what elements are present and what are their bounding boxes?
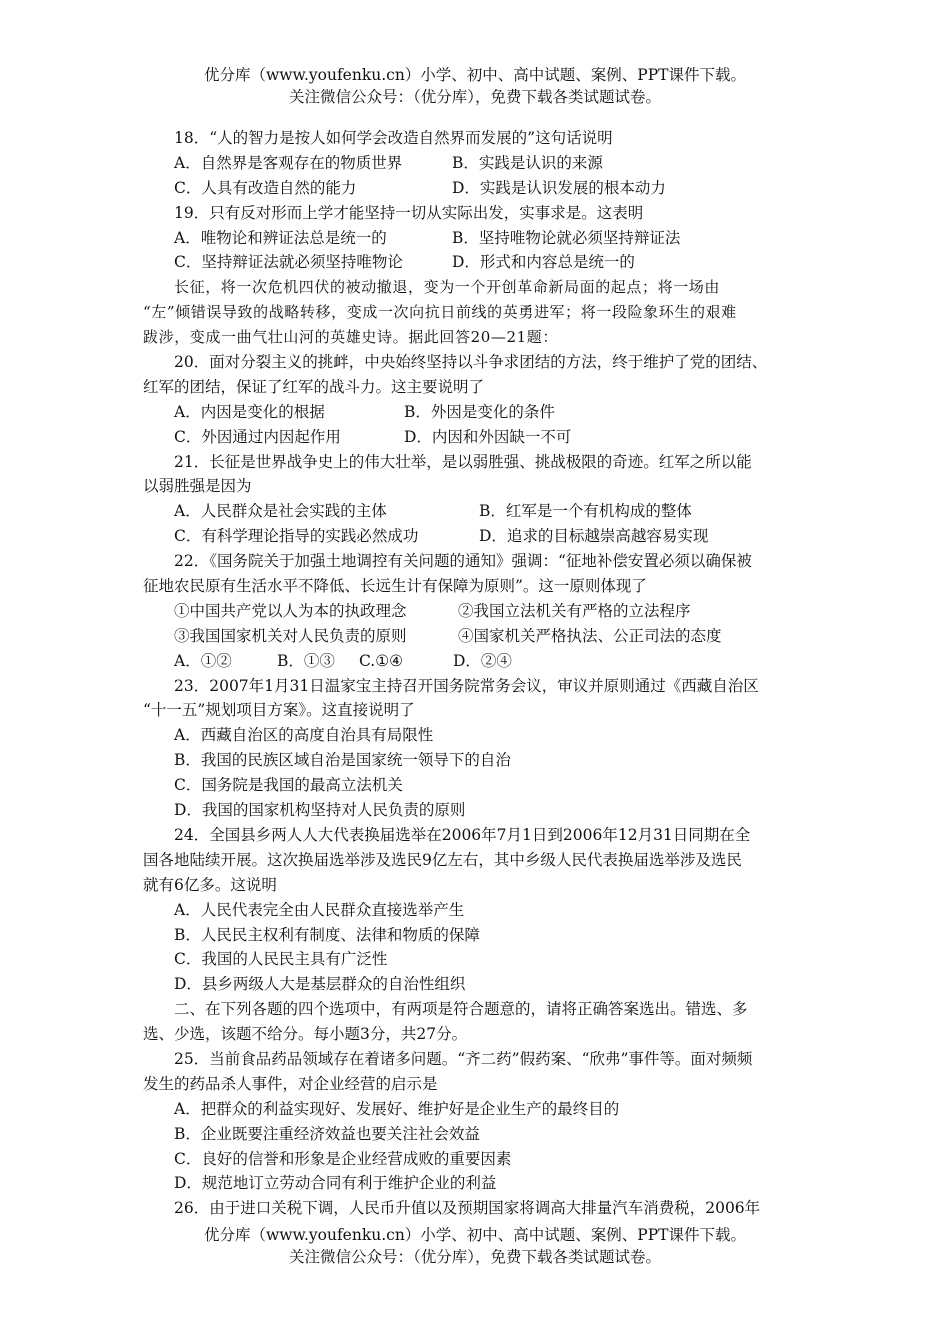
q25-stem-line-2: 发生的药品杀人事件，对企业经营的启示是 [143,1074,438,1093]
q21-option-a: A．人民群众是社会实践的主体 [174,502,387,521]
q21-option-c: C．有科学理论指导的实践必然成功 [174,527,419,546]
section-2-instructions-line-1: 二、在下列各题的四个选项中，有两项是符合题意的，请将正确答案选出。错选、多 [174,1000,748,1019]
q25-option-d: D．规范地订立劳动合同有利于维护企业的利益 [174,1174,497,1193]
q24-option-b: B．人民民主权利有制度、法律和物质的保障 [174,925,480,944]
q22-option-c: C.①④ [359,651,404,670]
footer-line-2: 关注微信公众号：（优分库），免费下载各类试题试卷。 [288,1248,661,1266]
q20-option-b: B．外因是变化的条件 [404,402,555,421]
q23-stem-line-1: 23．2007年1月31日温家宝主持召开国务院常务会议，审议并原则通过《西藏自治区 [174,676,759,695]
q19-options-ab [174,226,814,251]
q26-stem-line-1: 26．由于进口关税下调，人民币升值以及预期国家将调高大排量汽车消费税，2006年 [174,1199,761,1218]
q20-stem-line-1: 20．面对分裂主义的挑衅，中央始终坚持以斗争求团结的方法，终于维护了党的团结、 [174,353,768,372]
q19-stem: 19．只有反对形而上学才能坚持一切从实际出发，实事求是。这表明 [174,203,644,222]
footer-line-1: 优分库（www.youfenku.cn）小学、初中、高中试题、案例、PPT课件下载。 [203,1226,747,1244]
q21-option-b: B．红军是一个有机构成的整体 [479,502,692,521]
passage-line-2: “左”倾错误导致的战略转移，变成一次向抗日前线的英勇进军；将一段险象环生的艰难 [143,303,737,322]
q24-option-a: A．人民代表完全由人民群众直接选举产生 [174,900,465,919]
q22-option-d: D．②④ [453,651,512,670]
page-footer [0,1224,950,1268]
header-line-2: 关注微信公众号：（优分库），免费下载各类试题试卷。 [288,88,661,106]
q22-items-12 [174,599,814,624]
q23-option-c: C．国务院是我国的最高立法机关 [174,776,403,795]
q22-option-a: A．①② [174,651,232,670]
q20-option-d: D．内因和外因缺一不可 [404,427,572,446]
q24-option-d: D．县乡两级人大是基层群众的自治性组织 [174,975,466,994]
q24-stem-line-3: 就有6亿多。这说明 [143,875,277,894]
q22-stem-line-1: 22．《国务院关于加强土地调控有关问题的通知》强调：“征地补偿安置必须以确保被 [174,552,752,571]
header-line-1: 优分库（www.youfenku.cn）小学、初中、高中试题、案例、PPT课件下载。 [203,66,747,84]
q22-item-4: ④国家机关严格执法、公正司法的态度 [458,626,722,645]
q25-stem-line-1: 25．当前食品药品领域存在着诸多问题。“齐二药”假药案、“欣弗”事件等。面对频频 [174,1049,753,1068]
passage-line-3: 跋涉，变成一曲气壮山河的英雄史诗。据此回答20—21题： [143,328,558,347]
q18-option-b: B．实践是认识的来源 [452,153,603,172]
q19-options-cd [174,250,814,275]
page-header [0,64,950,108]
q23-option-d: D．我国的国家机构坚持对人民负责的原则 [174,801,466,820]
q24-stem-line-1: 24．全国县乡两人人大代表换届选举在2006年7月1日到2006年12月31日同期在全 [174,825,751,844]
q18-option-c: C．人具有改造自然的能力 [174,178,357,197]
q20-options-ab [174,400,814,425]
q21-options-cd [174,524,814,549]
long-march-passage [143,275,814,350]
q22-items-34 [174,624,814,649]
q21-option-d: D．追求的目标越崇高越容易实现 [479,527,709,546]
q20-options-cd [174,425,814,450]
q22-stem-line-2: 征地农民原有生活水平不降低、长远生计有保障为原则”。这一原则体现了 [143,577,647,596]
q18-stem: 18．“人的智力是按人如何学会改造自然界而发展的”这句话说明 [174,129,613,147]
q20-stem-line-2: 红军的团结，保证了红军的战斗力。这主要说明了 [143,377,485,396]
q18-options-ab [174,151,814,176]
q19-option-c: C．坚持辩证法就必须坚持唯物论 [174,253,403,272]
q18-options-cd [174,176,814,201]
q19-option-a: A．唯物论和辨证法总是统一的 [174,228,387,247]
section-2-instructions-line-2: 选、少选，该题不给分。每小题3分，共27分。 [143,1025,468,1044]
q22-options [174,649,814,674]
q19-option-d: D．形式和内容总是统一的 [452,253,635,272]
q18-option-d: D．实践是认识发展的根本动力 [452,178,666,197]
q21-stem-line-2: 以弱胜强是因为 [143,477,252,496]
q22-item-1: ①中国共产党以人为本的执政理念 [174,601,407,620]
q24-stem-line-2: 国各地陆续开展。这次换届选举涉及选民9亿左右，其中乡级人民代表换届选举涉及选民 [143,850,742,869]
q22-option-b: B．①③ [277,651,335,670]
q25-option-a: A．把群众的利益实现好、发展好、维护好是企业生产的最终目的 [174,1099,620,1118]
q22-item-3: ③我国国家机关对人民负责的原则 [174,626,407,645]
q25-option-c: C．良好的信誉和形象是企业经营成败的重要因素 [174,1149,512,1168]
q22-item-2: ②我国立法机关有严格的立法程序 [458,601,691,620]
q19-option-b: B．坚持唯物论就必须坚持辩证法 [452,228,681,247]
q20-option-a: A．内因是变化的根据 [174,402,325,421]
q24-option-c: C．我国的人民民主具有广泛性 [174,950,388,969]
exam-content [143,126,814,1221]
q23-option-b: B．我国的民族区域自治是国家统一领导下的自治 [174,751,511,770]
q21-stem-line-1: 21．长征是世界战争史上的伟大壮举，是以弱胜强、挑战极限的奇迹。红军之所以能 [174,452,752,471]
passage-line-1: 长征，将一次危机四伏的被动撤退，变为一个开创革命新局面的起点；将一场由 [174,278,721,297]
q20-option-c: C．外因通过内因起作用 [174,427,341,446]
q23-stem-line-2: “十一五”规划项目方案》。这直接说明了 [143,701,415,720]
q18-option-a: A．自然界是客观存在的物质世界 [174,153,403,172]
q23-option-a: A．西藏自治区的高度自治具有局限性 [174,726,434,745]
q21-options-ab [174,499,814,524]
q25-option-b: B．企业既要注重经济效益也要关注社会效益 [174,1124,480,1143]
